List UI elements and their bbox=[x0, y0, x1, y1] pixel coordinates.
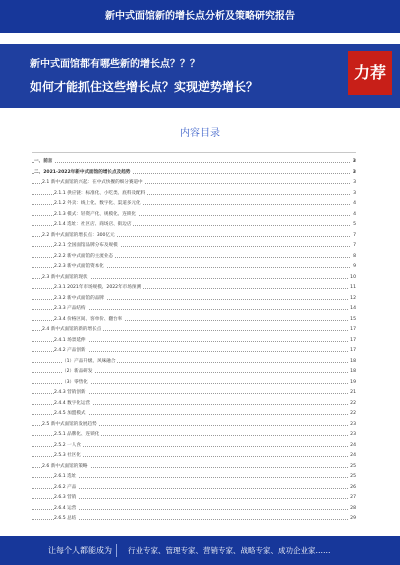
toc-entry[interactable] bbox=[32, 514, 356, 523]
toc-page-number: 17 bbox=[350, 327, 356, 332]
toc-page-number: 7 bbox=[353, 232, 356, 238]
toc-entry[interactable] bbox=[32, 367, 356, 376]
toc-entry-text: 2.1.3 模式：轻资产化、规模化、连锁化 bbox=[54, 211, 137, 217]
toc-leader-dots bbox=[32, 509, 356, 510]
toc-entry[interactable] bbox=[32, 294, 356, 303]
toc-entry[interactable] bbox=[32, 378, 356, 387]
toc-page-number: 29 bbox=[350, 516, 356, 521]
toc-page-number: 8 bbox=[353, 253, 356, 259]
toc-entry[interactable] bbox=[32, 220, 356, 229]
toc-page-number: 25 bbox=[350, 463, 356, 469]
toc-page-number: 22 bbox=[350, 411, 356, 416]
table-of-contents bbox=[32, 152, 356, 525]
toc-page-number: 24 bbox=[350, 453, 356, 458]
toc-entry[interactable] bbox=[32, 346, 356, 355]
toc-entry-text: 2.1.1 供应链：标准化、小吃类、底料及配料 bbox=[54, 190, 146, 196]
toc-entry-text: 2.2.1 全国面馆品牌分布及规模 bbox=[54, 243, 118, 248]
toc-page-number: 4 bbox=[353, 201, 356, 206]
toc-entry-text: 2.1 新中式面馆的兴起：在中式快餐的细分赛道中 bbox=[42, 180, 143, 185]
toc-entry[interactable] bbox=[32, 409, 356, 418]
toc-entry-text: 2.5.3 社区化 bbox=[54, 453, 81, 458]
toc-page-number: 24 bbox=[350, 442, 356, 448]
toc-entry[interactable] bbox=[32, 199, 356, 208]
footer-bar bbox=[0, 536, 400, 565]
toc-heading: 内容目录 bbox=[180, 128, 220, 139]
toc-entry-text: 2.6.3 营销 bbox=[54, 495, 77, 500]
toc-entry[interactable] bbox=[32, 189, 356, 198]
toc-entry-text: 2.2.2 新中式面馆的主流业态 bbox=[54, 253, 114, 259]
toc-entry[interactable] bbox=[32, 472, 356, 481]
toc-entry-text: 2.4.4 数字化运营 bbox=[54, 400, 91, 406]
toc-entry[interactable] bbox=[32, 441, 356, 450]
toc-entry-text: （3）零售化 bbox=[62, 379, 88, 385]
toc-entry[interactable] bbox=[32, 157, 356, 166]
toc-page-number: 3 bbox=[352, 169, 356, 175]
toc-page-number: 18 bbox=[350, 369, 356, 374]
toc-page-number: 21 bbox=[350, 390, 356, 395]
toc-entry-text: 2.3.3 产品结构 bbox=[54, 306, 86, 311]
toc-page-number: 10 bbox=[350, 274, 356, 280]
toc-page-number: 7 bbox=[353, 243, 356, 248]
toc-entry-text: 2.5.2 一人食 bbox=[54, 442, 81, 448]
footer-divider bbox=[116, 544, 117, 557]
toc-entry-text: 2.6.4 运营 bbox=[54, 505, 77, 511]
toc-entry-text: 2.4.1 场景延伸 bbox=[54, 337, 86, 343]
toc-entry[interactable] bbox=[32, 483, 356, 492]
toc-entry[interactable] bbox=[32, 231, 356, 240]
toc-entry[interactable] bbox=[32, 168, 356, 177]
footer-slogan: 让每个人都能成为 bbox=[48, 546, 112, 555]
toc-entry[interactable] bbox=[32, 315, 356, 324]
report-title: 新中式面馆新的增长点分析及策略研究报告 bbox=[105, 11, 295, 22]
toc-entry[interactable] bbox=[32, 178, 356, 187]
toc-page-number: 11 bbox=[350, 285, 356, 290]
banner-question-2: 如何才能抓住这些增长点？实现逆势增长？ bbox=[30, 80, 259, 94]
toc-entry[interactable] bbox=[32, 420, 356, 429]
toc-entry[interactable] bbox=[32, 451, 356, 460]
toc-entry[interactable] bbox=[32, 336, 356, 345]
toc-entry[interactable] bbox=[32, 357, 356, 366]
toc-page-number: 17 bbox=[350, 337, 356, 343]
toc-entry[interactable] bbox=[32, 304, 356, 313]
toc-entry[interactable] bbox=[32, 504, 356, 513]
toc-entry-text: 2.1.4 选址：社区店、商场店、街边店 bbox=[54, 222, 132, 227]
toc-entry-text: 2.6.5 总结 bbox=[54, 516, 77, 521]
toc-entry-text: 2.2.3 新中式面馆资本化 bbox=[54, 264, 104, 269]
toc-entry-text: 2.3 新中式面馆的现状 bbox=[42, 274, 88, 280]
footer-experts: 行业专家、管理专家、营销专家、战略专家、成功企业家…… bbox=[128, 546, 331, 555]
toc-page-number: 9 bbox=[353, 264, 356, 269]
toc-page-number: 26 bbox=[350, 484, 356, 490]
toc-entry[interactable] bbox=[32, 388, 356, 397]
toc-page-number: 12 bbox=[350, 295, 356, 301]
toc-page-number: 15 bbox=[350, 316, 356, 322]
toc-leader-dots bbox=[32, 162, 356, 163]
brand-seal: 力荐 bbox=[348, 51, 392, 95]
toc-entry-text: 2.4 新中式面馆的新的增长点 bbox=[42, 327, 102, 332]
toc-page-number: 3 bbox=[353, 180, 356, 185]
report-title-bar bbox=[0, 0, 400, 33]
toc-page-number: 17 bbox=[350, 348, 356, 353]
toc-entry[interactable] bbox=[32, 283, 356, 292]
toc-entry-text: 2.4.3 营销创新 bbox=[54, 390, 86, 395]
toc-entry-text: 2.3.4 价格区间、客单价、翻台率 bbox=[54, 316, 123, 322]
toc-page-number: 23 bbox=[350, 421, 356, 427]
toc-page-number: 22 bbox=[350, 400, 356, 406]
toc-entry[interactable] bbox=[32, 493, 356, 502]
toc-entry-text: （2）新品研发 bbox=[62, 369, 93, 374]
toc-entry[interactable] bbox=[32, 399, 356, 408]
toc-page-number: 18 bbox=[350, 358, 356, 364]
toc-entry-text: 2.3.1 2021年市场规模、2022年市场预测 bbox=[54, 285, 142, 290]
toc-entry[interactable] bbox=[32, 210, 356, 219]
toc-entry-text: 2.3.2 新中式面馆的品牌 bbox=[54, 295, 104, 301]
toc-page-number: 3 bbox=[353, 190, 356, 196]
toc-leader-dots bbox=[32, 498, 356, 499]
toc-entry-text: 二、2021-2022年新中式面馆的增长点及趋势 bbox=[34, 169, 131, 175]
toc-page-number: 27 bbox=[350, 495, 356, 500]
toc-entry-text: 2.6.1 选址 bbox=[54, 474, 77, 479]
toc-page-number: 28 bbox=[350, 505, 356, 511]
toc-entry-text: 2.2 新中式面馆的增长点：300亿元 bbox=[42, 232, 115, 238]
toc-entry-text: 2.6.2 产品 bbox=[54, 484, 77, 490]
toc-page-number: 5 bbox=[353, 222, 356, 227]
toc-page-number: 25 bbox=[350, 474, 356, 479]
toc-leader-dots bbox=[32, 488, 356, 489]
toc-leader-dots bbox=[32, 477, 356, 478]
toc-entry-text: 2.1.2 外卖：线上化、数字化、渠道多元化 bbox=[54, 201, 141, 206]
toc-entry[interactable] bbox=[32, 430, 356, 439]
toc-entry[interactable] bbox=[32, 462, 356, 471]
toc-page-number: 3 bbox=[352, 159, 356, 164]
toc-entry-text: 一、前言 bbox=[34, 159, 53, 164]
toc-page-number: 14 bbox=[350, 306, 356, 311]
toc-entry-text: 2.4.2 产品创新 bbox=[54, 348, 86, 353]
toc-entry-text: 2.4.5 加盟模式 bbox=[54, 411, 86, 416]
toc-page-number: 4 bbox=[353, 211, 356, 217]
toc-entry[interactable] bbox=[32, 273, 356, 282]
toc-entry-text: 2.5 新中式面馆的发展趋势 bbox=[42, 421, 97, 427]
toc-entry[interactable] bbox=[32, 325, 356, 334]
toc-entry[interactable] bbox=[32, 241, 356, 250]
toc-page-number: 19 bbox=[350, 379, 356, 385]
promo-banner bbox=[0, 44, 400, 108]
toc-leader-dots bbox=[32, 519, 356, 520]
toc-entry[interactable] bbox=[32, 252, 356, 261]
toc-entry-text: （1）产品升级、风味融合 bbox=[62, 358, 116, 364]
banner-question-1: 新中式面馆都有哪些新的增长点？？？ bbox=[30, 59, 200, 70]
toc-entry-text: 2.5.1 品牌化、连锁化 bbox=[54, 432, 100, 437]
toc-entry[interactable] bbox=[32, 262, 356, 271]
toc-entry-text: 2.6 新中式面馆的策略 bbox=[42, 463, 88, 469]
toc-page-number: 23 bbox=[350, 432, 356, 437]
